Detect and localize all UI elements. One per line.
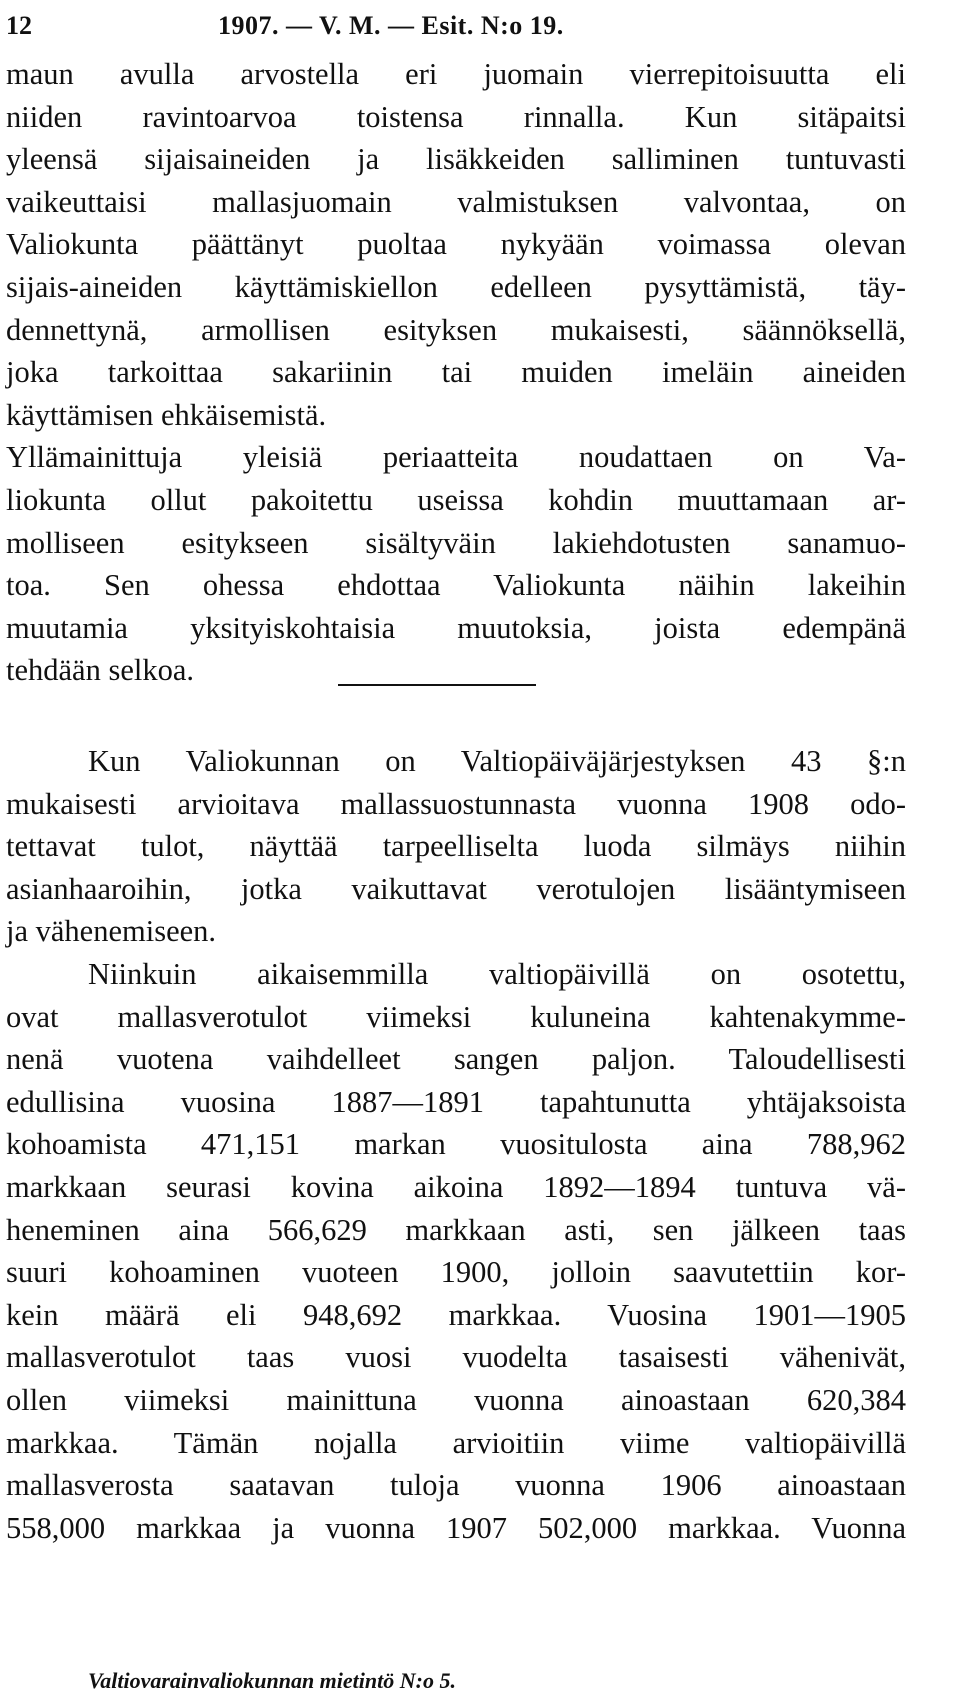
text-line: ollen viimeksi mainittuna vuonna ainoastaan 620,384 <box>6 1382 906 1417</box>
text-line: mallasverotulot taas vuosi vuodelta tasaisesti vähenivät, <box>6 1340 906 1375</box>
text-line: muutamia yksityiskohtaisia muutoksia, joista edempänä <box>6 610 906 645</box>
text-line: vaikeuttaisi mallasjuomain valmistuksen valvontaa, on <box>6 184 906 219</box>
text-line: toa. Sen ohessa ehdottaa Valiokunta näihin lakeihin <box>6 568 906 603</box>
text-line: Kun Valiokunnan on Valtiopäiväjärjestyksen 43 §:n <box>88 744 906 778</box>
text-line: yleensä sijaisaineiden ja lisäkkeiden salliminen tuntuvasti <box>6 142 906 177</box>
text-line: liokunta ollut pakoitettu useissa kohdin muuttamaan ar- <box>6 482 906 517</box>
text-line: Niinkuin aikaisemmilla valtiopäivillä on osotettu, <box>88 956 906 991</box>
text-line: mallasverosta saatavan tuloja vuonna 1906 ainoastaan <box>6 1468 906 1503</box>
text-line: markkaa. Tämän nojalla arvioitiin viime valtiopäivillä <box>6 1425 906 1460</box>
text-line: suuri kohoaminen vuoteen 1900, jolloin saavutettiin kor- <box>6 1255 906 1290</box>
text-line: maun avulla arvostella eri juomain vierrepitoisuutta eli <box>6 57 906 91</box>
text-line: Yllämainittuja yleisiä periaatteita noudattaen on Va- <box>6 440 906 475</box>
text-line: heneminen aina 566,629 markkaan asti, sen jälkeen taas <box>6 1212 906 1247</box>
text-line: kein määrä eli 948,692 markkaa. Vuosina 1901—1905 <box>6 1297 906 1332</box>
text-line: mukaisesti arvioitava mallassuostunnasta vuonna 1908 odo- <box>6 786 906 821</box>
section-divider <box>338 684 536 686</box>
text-line: kohoamista 471,151 markan vuositulosta aina 788,962 <box>6 1127 906 1162</box>
text-line: sijais-aineiden käyttämiskiellon edelleen pysyttämistä, täy- <box>6 269 906 304</box>
section-1-text <box>6 53 906 692</box>
text-line: molliseen esitykseen sisältyväin lakiehdotusten sanamuo- <box>6 525 906 560</box>
text-line: Valiokunta päättänyt puoltaa nykyään voimassa olevan <box>6 227 906 262</box>
text-line: tettavat tulot, näyttää tarpeelliselta luoda silmäys niihin <box>6 829 906 864</box>
text-line: dennettynä, armollisen esityksen mukaisesti, säännöksellä, <box>6 312 906 347</box>
text-line: joka tarkoittaa sakariinin tai muiden imeläin aineiden <box>6 355 906 390</box>
text-line: ovat mallasverotulot viimeksi kuluneina kahtenakymme- <box>6 999 906 1034</box>
text-line: asianhaaroihin, jotka vaikuttavat verotulojen lisääntymiseen <box>6 871 906 906</box>
text-line: käyttämisen ehkäisemistä. <box>6 397 327 432</box>
page-number: 12 <box>6 11 32 40</box>
text-line: nenä vuotena vaihdelleet sangen paljon. Taloudellisesti <box>6 1042 906 1077</box>
footer-note: Valtiovarainvaliokunnan mietintö N:o 5. <box>88 1668 456 1693</box>
page-header <box>6 6 906 46</box>
text-line: markkaan seurasi kovina aikoina 1892—1894 tuntuva vä- <box>6 1169 906 1204</box>
text-line: edullisina vuosina 1887—1891 tapahtunutta yhtäjaksoista <box>6 1084 906 1119</box>
text-line: 558,000 markkaa ja vuonna 1907 502,000 markkaa. Vuonna <box>6 1510 906 1545</box>
text-line: ja vähenemiseen. <box>6 914 217 949</box>
header-title: 1907. — V. M. — Esit. N:o 19. <box>218 11 564 40</box>
section-2-text <box>6 740 906 1549</box>
text-line: tehdään selkoa. <box>6 653 195 688</box>
text-line: niiden ravintoarvoa toistensa rinnalla. Kun sitäpaitsi <box>6 99 906 134</box>
